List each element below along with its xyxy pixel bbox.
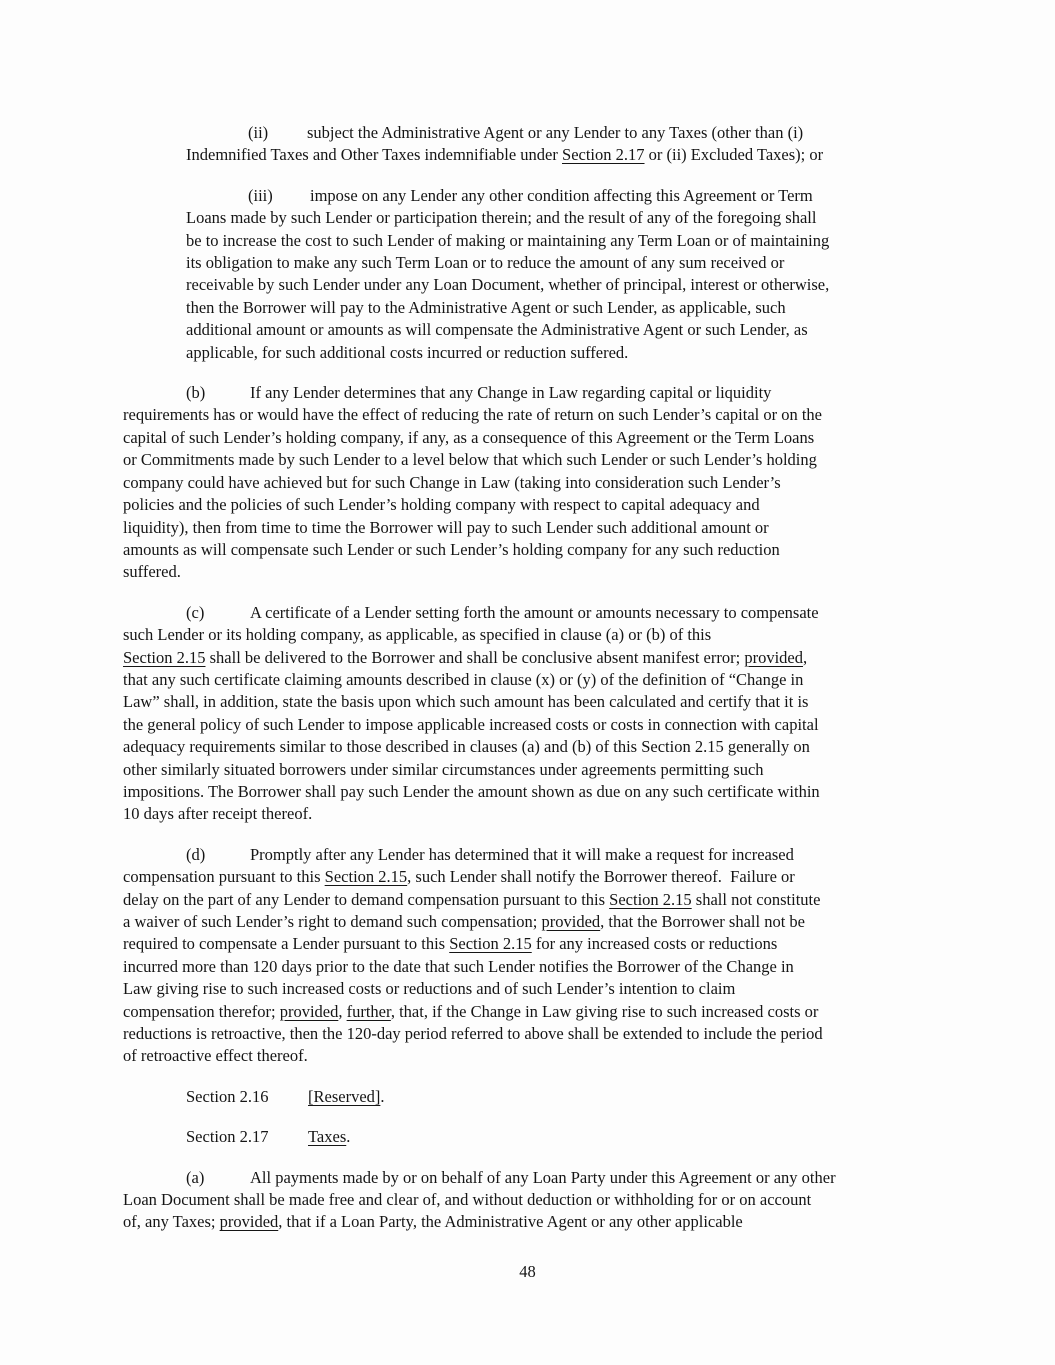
text-run: a waiver of such Lender’s right to demand such compensation; xyxy=(123,912,542,931)
text-line xyxy=(123,889,932,911)
text-line xyxy=(123,427,932,449)
text-line xyxy=(123,561,932,583)
text-line xyxy=(186,297,932,319)
text-run: for any increased costs or reductions xyxy=(531,934,778,954)
text-run: of, any Taxes; xyxy=(123,1212,220,1232)
text-line xyxy=(123,736,932,758)
clause-ii xyxy=(186,122,932,167)
underlined-reference: Taxes xyxy=(308,1127,347,1147)
text-line xyxy=(123,759,932,781)
clause-label: (d) xyxy=(186,844,206,864)
text-run: , that the Borrower shall not be xyxy=(600,912,805,931)
clause-label: (b) xyxy=(186,383,206,403)
paragraph-c xyxy=(123,602,932,826)
clause-label: (ii) xyxy=(248,123,269,142)
text-run: compensation pursuant to this xyxy=(123,867,325,887)
text-line xyxy=(123,382,932,404)
text-run: subject the Administrative Agent or any Lender to any Taxes (other than (i) xyxy=(307,123,804,142)
text-run: suffered. xyxy=(123,562,181,582)
text-line xyxy=(123,602,932,624)
text-run: policies and the policies of such Lender’s holding company with respect to capital adequacy and xyxy=(123,495,760,515)
text-run: of retroactive effect thereof. xyxy=(123,1046,308,1066)
text-line xyxy=(123,803,932,825)
text-line xyxy=(123,956,932,978)
section-2-16-heading xyxy=(123,1086,932,1108)
text-run: . xyxy=(380,1086,385,1106)
paragraph-a xyxy=(123,1167,932,1234)
text-run: Loan Document shall be made free and clear of, and without deduction or withholding for or on account xyxy=(123,1190,812,1210)
underlined-reference: Section 2.15 xyxy=(609,889,692,909)
text-line xyxy=(186,185,932,207)
text-run: its obligation to make any such Term Loan or to reduce the amount of any sum received or xyxy=(186,253,785,273)
text-run: then the Borrower will pay to the Administrative Agent or such Lender, as applicable, such xyxy=(186,297,786,317)
text-run: reductions is retroactive, then the 120-day period referred to above shall be extended to include the period xyxy=(123,1024,823,1044)
text-line xyxy=(123,1023,932,1045)
underlined-reference: Section 2.15 xyxy=(123,647,206,667)
text-line xyxy=(186,230,932,252)
text-run: , that if a Loan Party, the Administrative Agent or any other applicable xyxy=(278,1212,743,1232)
text-run: adequacy requirements similar to those described in clauses (a) and (b) of this Section 2.15 generally on xyxy=(123,737,810,757)
text-run: such Lender or its holding company, as applicable, as specified in clause (a) or (b) of this xyxy=(123,625,712,645)
text-run: requirements has or would have the effect of reducing the rate of return on such Lender’s capital or on the xyxy=(123,405,823,425)
clause-label: (iii) xyxy=(248,185,273,205)
text-run: the general policy of such Lender to impose applicable increased costs or costs in connection with capital xyxy=(123,714,819,734)
text-run: impose on any Lender any other condition affecting this Agreement or Term xyxy=(310,185,813,205)
underlined-reference: Section 2.15 xyxy=(449,934,532,954)
text-line xyxy=(123,647,932,669)
text-run: A certificate of a Lender setting forth the amount or amounts necessary to compensate xyxy=(250,602,819,622)
text-run: that any such certificate claiming amounts described in clause (x) or (y) of the definition of “Change in xyxy=(123,669,804,689)
text-run: . xyxy=(346,1127,351,1147)
text-line xyxy=(123,911,932,933)
text-run: Indemnified Taxes and Other Taxes indemnifiable under xyxy=(186,145,563,165)
text-line xyxy=(123,933,932,955)
text-run: If any Lender determines that any Change in Law regarding capital or liquidity xyxy=(250,383,772,403)
text-line xyxy=(186,122,932,144)
clause-label: Section 2.16 xyxy=(186,1086,269,1106)
text-run: All payments made by or on behalf of any Loan Party under this Agreement or any other xyxy=(250,1167,836,1187)
paragraph-b xyxy=(123,382,932,584)
text-run: Law” shall, in addition, state the basis upon which such amount has been calculated and certify that it is xyxy=(123,692,809,712)
clause-label: (a) xyxy=(186,1167,205,1187)
clause-label: Section 2.17 xyxy=(186,1127,269,1147)
text-run: Promptly after any Lender has determined that it will make a request for increased xyxy=(250,844,794,864)
text-run: receivable by such Lender under any Loan Document, whether of principal, interest or otherwise, xyxy=(186,275,830,295)
text-run: required to compensate a Lender pursuant to this xyxy=(123,934,450,954)
text-run: shall not constitute xyxy=(691,889,821,909)
text-run: incurred more than 120 days prior to the date that such Lender notifies the Borrower of the Change in xyxy=(123,956,794,976)
text-run: compensation therefor; xyxy=(123,1001,280,1021)
text-line xyxy=(123,844,932,866)
text-line xyxy=(123,1126,932,1148)
underlined-reference: [Reserved] xyxy=(308,1086,381,1106)
text-line xyxy=(123,1001,932,1023)
section-2-17-heading xyxy=(123,1126,932,1148)
text-line xyxy=(123,978,932,1000)
text-run: shall be delivered to the Borrower and shall be conclusive absent manifest error; xyxy=(205,647,745,667)
underlined-reference: provided xyxy=(219,1212,279,1232)
text-run: other similarly situated borrowers under similar circumstances under agreements permitting such xyxy=(123,759,764,779)
text-line xyxy=(123,691,932,713)
text-line xyxy=(123,1211,932,1233)
text-run: Loans made by such Lender or participation therein; and the result of any of the foregoing shall xyxy=(186,208,817,228)
text-line xyxy=(186,274,932,296)
text-line xyxy=(123,1045,932,1067)
underlined-reference: further xyxy=(346,1001,391,1021)
clause-label: (c) xyxy=(186,602,205,622)
text-line xyxy=(123,494,932,516)
text-run: company could have achieved but for such Change in Law (taking into consideration such Lender’s xyxy=(123,472,781,492)
text-line xyxy=(186,319,932,341)
text-line xyxy=(123,1167,932,1189)
text-run: or (ii) Excluded Taxes); or xyxy=(644,145,824,165)
text-line xyxy=(186,144,932,166)
text-line xyxy=(123,1189,932,1211)
text-run: applicable, for such additional costs incurred or reduction suffered. xyxy=(186,342,629,362)
text-line xyxy=(123,539,932,561)
text-line xyxy=(123,866,932,888)
text-line xyxy=(123,669,932,691)
text-line xyxy=(186,342,932,364)
text-run: impositions. The Borrower shall pay such Lender the amount shown as due on any such certificate within xyxy=(123,781,820,801)
text-run: , xyxy=(802,647,808,667)
text-line xyxy=(186,207,932,229)
text-line xyxy=(123,404,932,426)
underlined-reference: Section 2.17 xyxy=(562,145,645,165)
text-line xyxy=(123,624,932,646)
text-run: capital of such Lender’s holding company, if any, as a consequence of this Agreement or the Term Loans xyxy=(123,427,815,447)
text-run: or Commitments made by such Lender to a level below that which such Lender or such Lender’s holding xyxy=(123,450,817,470)
text-run: Law giving rise to such increased costs or reductions and of such Lender’s intention to claim xyxy=(123,979,736,999)
underlined-reference: provided xyxy=(279,1001,339,1021)
clause-iii xyxy=(186,185,932,364)
page-number: 48 xyxy=(519,1262,536,1281)
text-line xyxy=(123,781,932,803)
underlined-reference: provided xyxy=(541,912,601,931)
text-run: amounts as will compensate such Lender or such Lender’s holding company for any such reduction xyxy=(123,539,780,559)
text-run: 10 days after receipt thereof. xyxy=(123,804,313,824)
text-line xyxy=(123,714,932,736)
underlined-reference: provided xyxy=(744,647,803,667)
text-line xyxy=(123,449,932,471)
text-line xyxy=(186,252,932,274)
text-run: , xyxy=(338,1001,347,1021)
text-line xyxy=(123,517,932,539)
text-run: delay on the part of any Lender to demand compensation pursuant to this xyxy=(123,889,610,909)
text-run: liquidity), then from time to time the Borrower will pay to such Lender such additional amount or xyxy=(123,517,769,537)
underlined-reference: Section 2.15 xyxy=(324,867,408,887)
text-run: , that, if the Change in Law giving rise to such increased costs or xyxy=(390,1001,819,1021)
text-run: be to increase the cost to such Lender of making or maintaining any Term Loan or of maintaining xyxy=(186,230,830,250)
document-body xyxy=(123,122,932,1234)
text-line xyxy=(123,472,932,494)
paragraph-d xyxy=(123,844,932,1068)
text-line xyxy=(123,1086,932,1108)
text-run: additional amount or amounts as will compensate the Administrative Agent or such Lender, as xyxy=(186,320,808,340)
text-run: , such Lender shall notify the Borrower thereof. Failure or xyxy=(407,867,795,887)
